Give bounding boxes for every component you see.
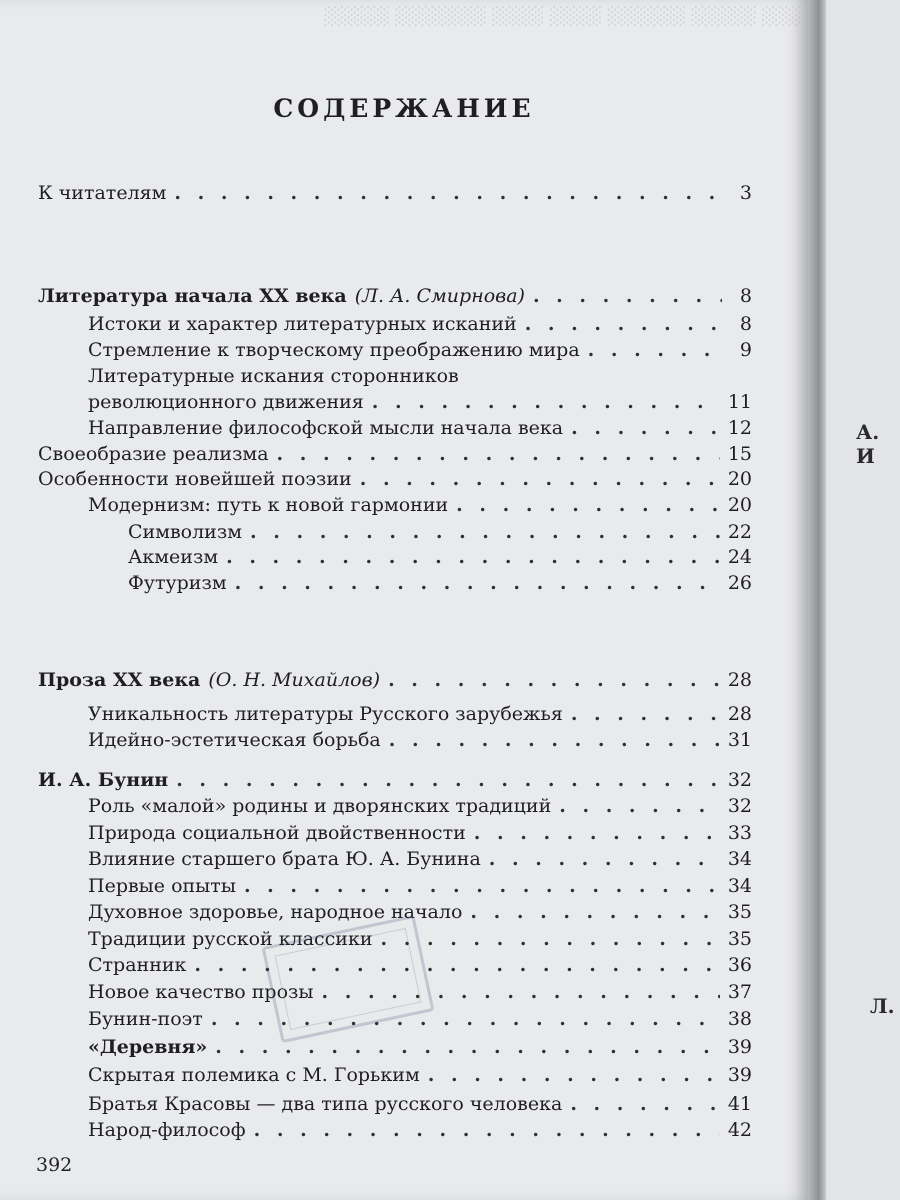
toc-page-number: 34 — [727, 875, 752, 897]
toc-page-number: 15 — [727, 443, 752, 465]
toc-entry[interactable]: Скрытая полемика с М. Горьким . . . 39 — [88, 1062, 752, 1088]
toc-page-number: 22 — [727, 521, 752, 543]
dot-leader — [571, 415, 720, 441]
dot-leader — [381, 926, 720, 952]
toc-entry[interactable]: Влияние старшего брата Ю. А. Бунина . . . 34 — [88, 846, 752, 872]
toc-entry[interactable]: Уникальность литературы Русского зарубежья . . . 28 — [88, 701, 752, 727]
toc-entry[interactable]: Новое качество прозы . . . 37 — [88, 979, 752, 1005]
toc-page-number: 12 — [727, 417, 752, 439]
dot-leader — [470, 899, 719, 925]
toc-entry[interactable]: Символизм . . . 22 — [128, 519, 752, 545]
toc-page-number: 11 — [727, 391, 752, 413]
right-book-page-edge — [826, 0, 900, 1200]
toc-page-number: 31 — [727, 729, 752, 751]
dot-leader — [388, 667, 720, 693]
toc-page-number: 8 — [739, 313, 752, 335]
toc-page-number: 20 — [727, 494, 752, 516]
toc-entry[interactable]: Природа социальной двойственности . . . 33 — [88, 820, 752, 846]
toc-page-number: 34 — [727, 848, 752, 870]
toc-author: (О. Н. Михайлов) — [208, 669, 381, 691]
toc-page-number: 36 — [727, 954, 752, 976]
toc-entry[interactable]: Своеобразие реализма . . . 15 — [38, 441, 752, 467]
toc-page-number: 24 — [727, 546, 752, 568]
dot-leader — [360, 466, 720, 492]
toc-entry-line: Литературные искания сторонников — [88, 365, 459, 387]
dot-leader — [588, 337, 722, 363]
dot-leader — [235, 570, 720, 596]
toc-page-number: 35 — [727, 901, 752, 923]
dot-leader — [533, 283, 722, 309]
toc-page-number: 3 — [739, 182, 752, 204]
dot-leader — [174, 180, 722, 206]
toc-page-number: 39 — [727, 1036, 752, 1058]
dot-leader — [389, 727, 720, 753]
toc-entry[interactable]: Традиции русской классики . . . 35 — [88, 926, 752, 952]
toc-page-number: 26 — [727, 572, 752, 594]
show-through-text: ░░░ ░░░░░ ░░░░░░ ░░░░ ░░░░ ░░░░░░░ ░░░░░ — [323, 7, 800, 27]
dot-leader — [277, 441, 720, 467]
toc-entry[interactable]: Особенности новейшей поэзии . . . 20 — [38, 466, 752, 492]
dot-leader — [254, 1117, 720, 1143]
toc-entry[interactable]: Истоки и характер литературных исканий . . . 8 — [88, 311, 752, 337]
dot-leader — [428, 1062, 720, 1088]
dot-leader — [570, 1091, 720, 1117]
toc-entry[interactable]: Роль «малой» родины и дворянских традиций . . . 32 — [88, 793, 752, 819]
book-gutter — [808, 0, 826, 1200]
toc-entry[interactable]: Стремление к творческому преображению мира . . . 9 — [88, 337, 752, 363]
toc-page-number: 38 — [727, 1008, 752, 1030]
toc-page-number: 32 — [727, 795, 752, 817]
right-page-fragment: Л. — [870, 994, 895, 1018]
toc-page-number: 35 — [727, 928, 752, 950]
toc-entry[interactable]: Идейно-эстетическая борьба . . . 31 — [88, 727, 752, 753]
toc-entry[interactable]: Направление философской мысли начала века . . . 12 — [88, 415, 752, 441]
toc-page-number: 41 — [727, 1093, 752, 1115]
toc-entry[interactable]: «Деревня» . . . 39 — [88, 1034, 752, 1060]
toc-page-number: 9 — [739, 339, 752, 361]
toc-page-number: 20 — [727, 468, 752, 490]
toc-entry[interactable]: Братья Красовы — два типа русского человека . . . 41 — [88, 1091, 752, 1117]
dot-leader — [244, 873, 720, 899]
page-title: СОДЕРЖАНИЕ — [273, 94, 535, 123]
toc-page-number: 33 — [727, 822, 752, 844]
toc-page-number: 42 — [727, 1119, 752, 1141]
dot-leader — [176, 767, 720, 793]
toc-entry[interactable]: Акмеизм . . . 24 — [128, 544, 752, 570]
toc-entry[interactable]: Бунин-поэт . . . 38 — [88, 1006, 752, 1032]
dot-leader — [250, 519, 720, 545]
toc-page-number: 37 — [727, 981, 752, 1003]
toc-entry[interactable]: Странник . . . 36 — [88, 952, 752, 978]
toc-entry[interactable]: Духовное здоровье, народное начало . . . 35 — [88, 899, 752, 925]
dot-leader — [372, 389, 720, 415]
toc-entry[interactable]: революционного движения . . . 11 — [88, 389, 752, 415]
dot-leader — [525, 311, 722, 337]
right-page-fragment: А. И — [856, 420, 880, 468]
toc-page-number: 32 — [727, 769, 752, 791]
toc-page-number: 28 — [727, 669, 752, 691]
toc-entry[interactable]: Модернизм: путь к новой гармонии . . . 20 — [88, 492, 752, 518]
dot-leader — [226, 544, 720, 570]
page-number: 392 — [36, 1154, 73, 1176]
dot-leader — [474, 820, 720, 846]
toc-entry[interactable]: Первые опыты . . . 34 — [88, 873, 752, 899]
toc-entry[interactable]: Футуризм . . . 26 — [128, 570, 752, 596]
dot-leader — [571, 701, 720, 727]
dot-leader — [456, 492, 720, 518]
toc-page-number: 8 — [739, 285, 752, 307]
toc-section-heading[interactable]: И. А. Бунин . . . 32 — [38, 767, 752, 793]
dot-leader — [489, 846, 720, 872]
toc-section-heading[interactable]: Литература начала XX века (Л. А. Смирнова) . . . 8 — [38, 283, 752, 309]
toc-section-heading[interactable]: Проза XX века (О. Н. Михайлов) . . . 28 — [38, 667, 752, 693]
toc-entry[interactable]: Народ-философ . . . 42 — [88, 1117, 752, 1143]
toc-page-number: 28 — [727, 703, 752, 725]
dot-leader — [559, 793, 720, 819]
toc-entry[interactable]: К читателям . . . 3 — [38, 180, 752, 206]
toc-author: (Л. А. Смирнова) — [354, 285, 525, 307]
toc-page-number: 39 — [727, 1064, 752, 1086]
